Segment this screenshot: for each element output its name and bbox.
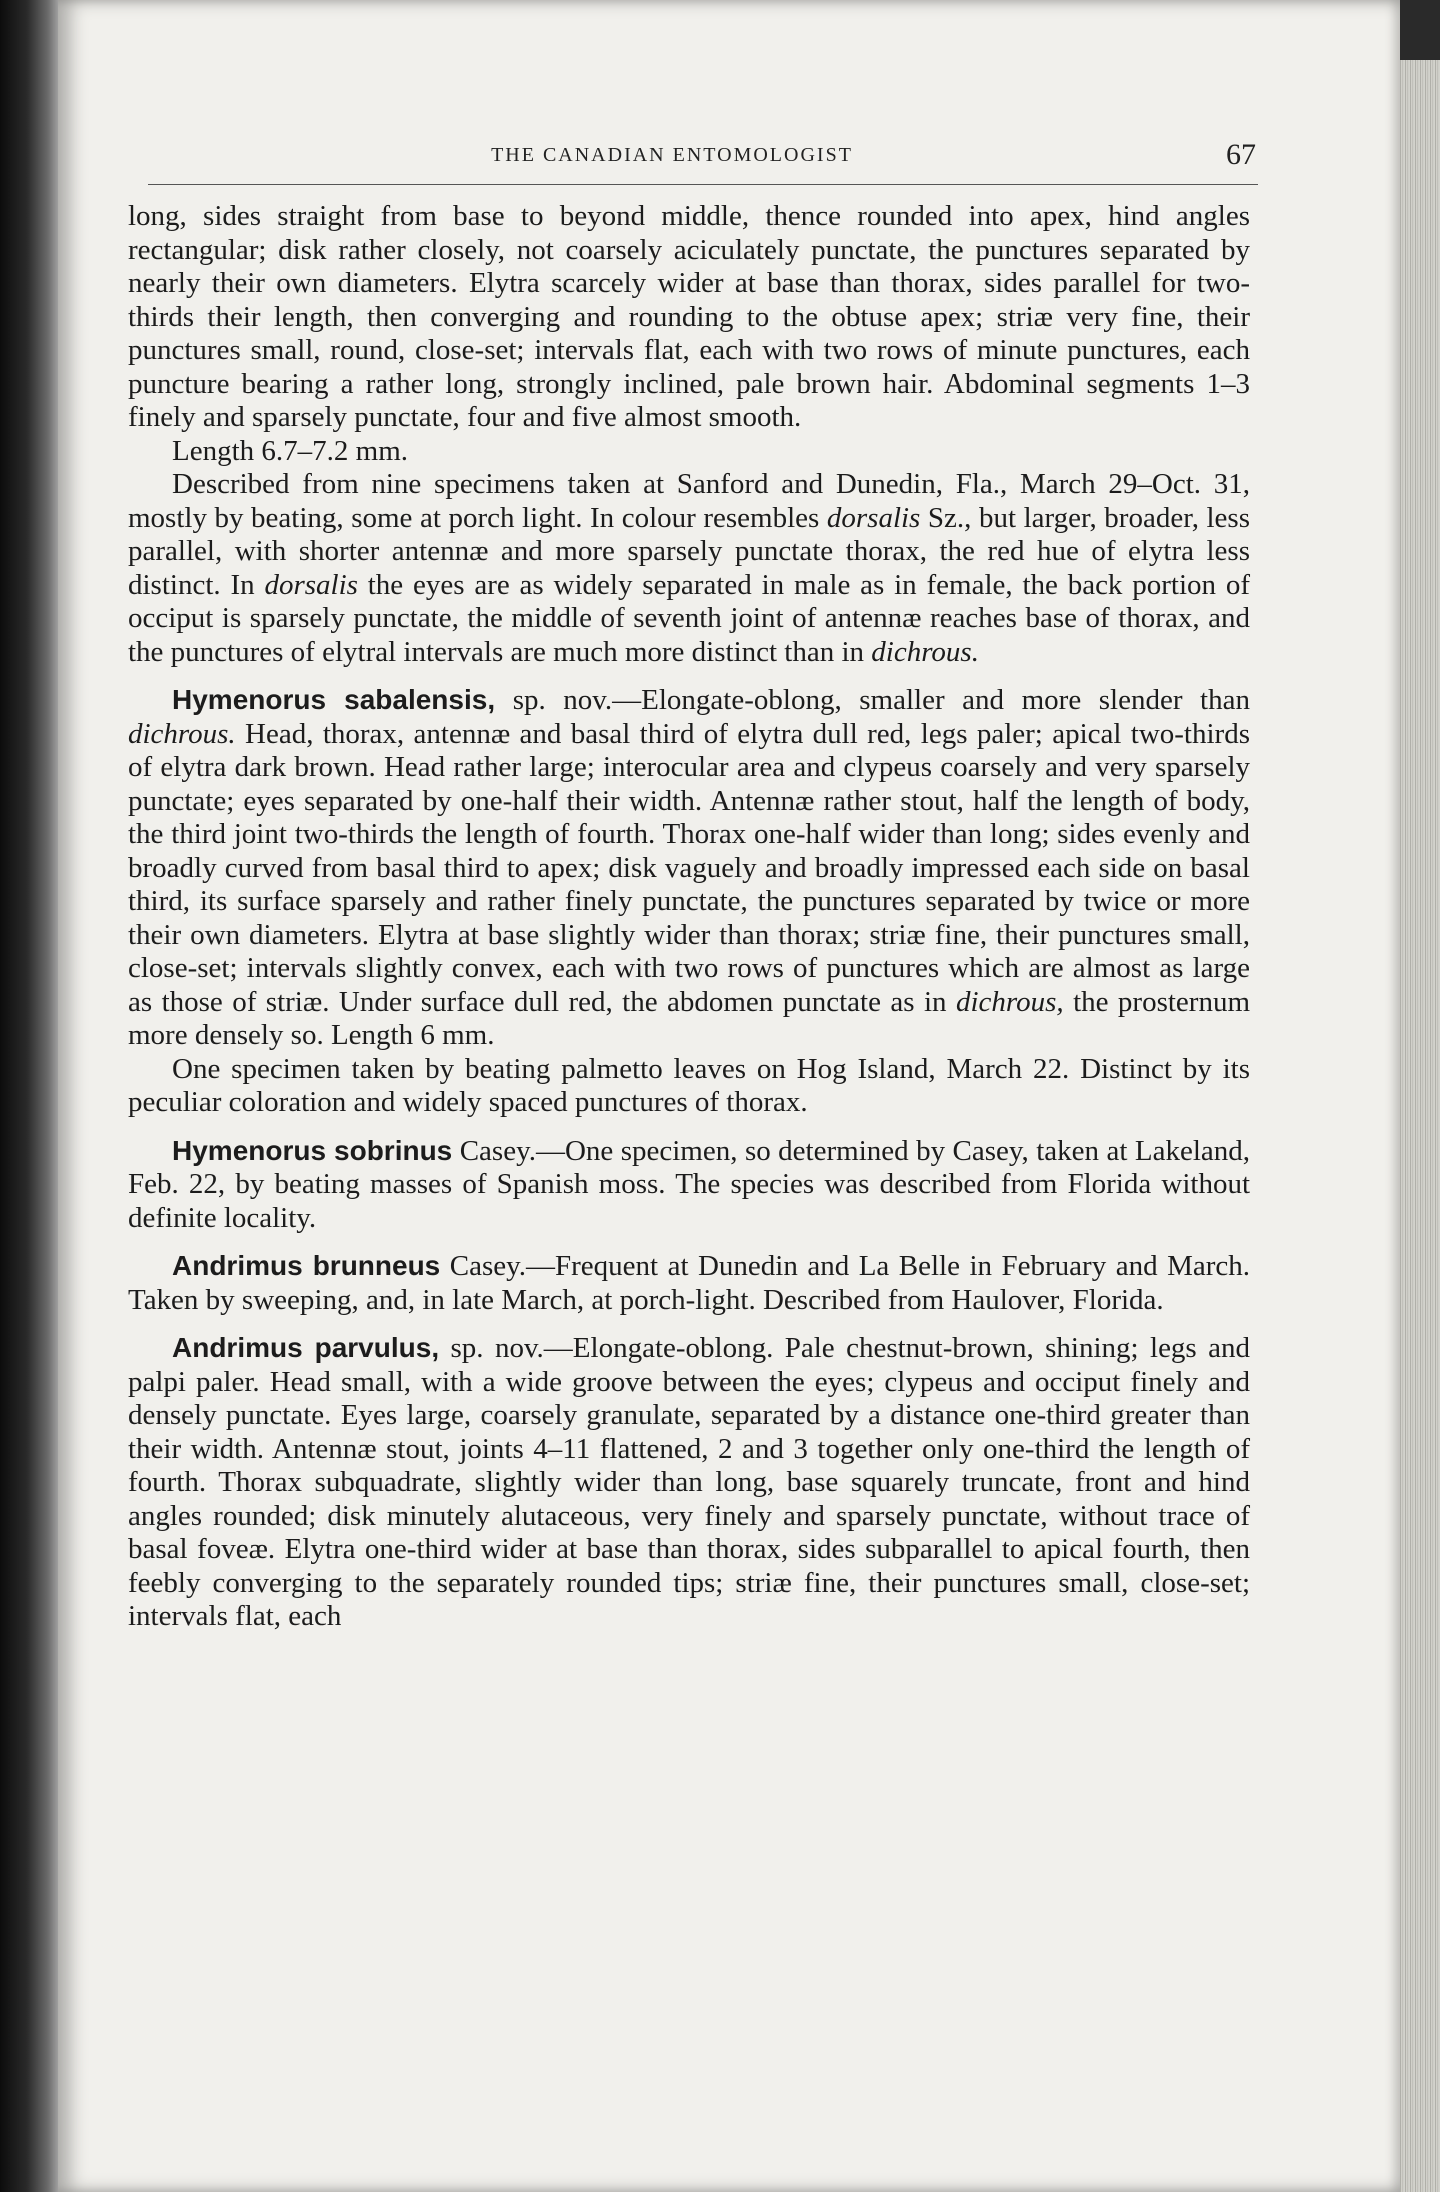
- text-run: Sz., but larger, broader, less parallel, with shorter antennæ and more sparsely punctate thorax, the red hue of elytra less distinct. In: [128, 501, 1250, 601]
- text-run: Head, thorax, antennæ and basal third of elytra dull red, legs paler; apical two-thirds of elytra dark brown. Head rather large; interocular area and clypeus coarsely and very sparsely punctate; eyes separated by one-half their width. Antennæ rather stout, half the length of body, the third joint two-thirds the length of fourth. Thorax one-half wider than long; sides evenly and broadly curved from basal third to apex; disk vaguely and broadly impressed each side on basal third, its surface sparsely and rather finely punctate, the punctures separated by twice or more their own diameters. Elytra at base slightly wider than thorax; striæ fine, their punctures small, close-set; intervals slightly convex, each with two rows of punctures which are almost as large as those of striæ. Under surface dull red, the abdomen punctate as in: [128, 717, 1250, 1018]
- paragraph-described: [128, 468, 1250, 669]
- page-stack-edge: [1396, 60, 1440, 2192]
- species-name: Andrimus parvulus,: [172, 1332, 440, 1363]
- paragraph-hymenorus-sobrinus: [128, 1134, 1250, 1236]
- text-run: long, sides straight from base to beyond middle, thence rounded into apex, hind angles rectangular; disk rather closely, not coarsely aciculately punctate, the punctures separated by nearly their own diameters. Elytra scarcely wider at base than thorax, sides parallel for two-thirds their length, then converging and rounding to the obtuse apex; striæ very fine, their punctures small, round, close-set; intervals flat, each with two rows of minute punctures, each puncture bearing a rather long, strongly inclined, pale brown hair. Abdominal segments 1–3 finely and sparsely punctate, four and five almost smooth.: [128, 200, 1250, 433]
- paragraph-andrimus-brunneus: [128, 1249, 1250, 1317]
- species-name: Andrimus brunneus: [172, 1250, 441, 1281]
- italic-term: dorsalis: [826, 501, 921, 534]
- book-spine-shadow: [0, 0, 60, 2192]
- text-run: sp. nov.—Elongate-oblong. Pale chestnut-brown, shining; legs and palpi paler. Head small, with a wide groove between the eyes; clypeus and occiput finely and densely punctate. Eyes large, coarsely granulate, separated by a distance one-third greater than their width. Antennæ stout, joints 4–11 flattened, 2 and 3 together only one-third the length of fourth. Thorax subquadrate, slightly wider than long, base squarely truncate, front and hind angles rounded; disk minutely alutaceous, very finely and sparsely punctate, without trace of basal foveæ. Elytra one-third wider at base than thorax, sides subparallel to apical fourth, then feebly converging to the separately rounded tips; striæ fine, their punctures small, close-set; intervals flat, each: [128, 1332, 1250, 1632]
- italic-term: dorsalis: [264, 568, 358, 601]
- species-name: Hymenorus sabalensis,: [172, 684, 496, 715]
- text-run: the prosternum more densely so. Length 6 mm.: [128, 985, 1251, 1051]
- body-text: [128, 200, 1250, 1634]
- paragraph-length: [128, 435, 1250, 469]
- paragraph-one-specimen: [128, 1053, 1250, 1120]
- paragraph-hymenorus-sabalensis: [128, 683, 1250, 1053]
- text-run: Length 6.7–7.2 mm.: [172, 434, 409, 467]
- journal-title: THE CANADIAN ENTOMOLOGIST: [491, 144, 853, 166]
- text-run: the eyes are as widely separated in male as in female, the back portion of occiput is sparsely punctate, the middle of seventh joint of antennæ reaches base of thorax, and the punctures of elytral intervals are much more distinct than in: [128, 568, 1251, 668]
- text-run: sp. nov.—Elongate-oblong, smaller and more slender than: [495, 684, 1250, 716]
- species-name: Hymenorus sobrinus: [172, 1134, 453, 1166]
- text-run: One specimen taken by beating palmetto leaves on Hog Island, March 22. Distinct by its peculiar coloration and widely spaced punctures of thorax.: [128, 1052, 1250, 1118]
- text-run: Casey.—Frequent at Dunedin and La Belle in February and March. Taken by sweeping, and, in late March, at porch-light. Described from Haulover, Florida.: [128, 1250, 1250, 1316]
- page-number: 67: [1226, 138, 1256, 171]
- paragraph-andrimus-parvulus: [128, 1331, 1250, 1634]
- italic-term: dichrous.: [871, 635, 979, 668]
- running-head: [88, 138, 1256, 178]
- text-run: Described from nine specimens taken at Sanford and Dunedin, Fla., March 29–Oct. 31, mostly by beating, some at porch light. In colour resembles: [128, 468, 1250, 534]
- italic-term: dichrous.: [128, 717, 236, 750]
- italic-term: dichrous,: [955, 985, 1064, 1018]
- header-rule: [148, 184, 1258, 185]
- page-stack-top: [1396, 0, 1440, 60]
- paragraph-continuation: [128, 200, 1250, 435]
- text-run: Casey.—One specimen, so determined by Casey, taken at Lakeland, Feb. 22, by beating masses of Spanish moss. The species was described from Florida without definite locality.: [128, 1134, 1250, 1234]
